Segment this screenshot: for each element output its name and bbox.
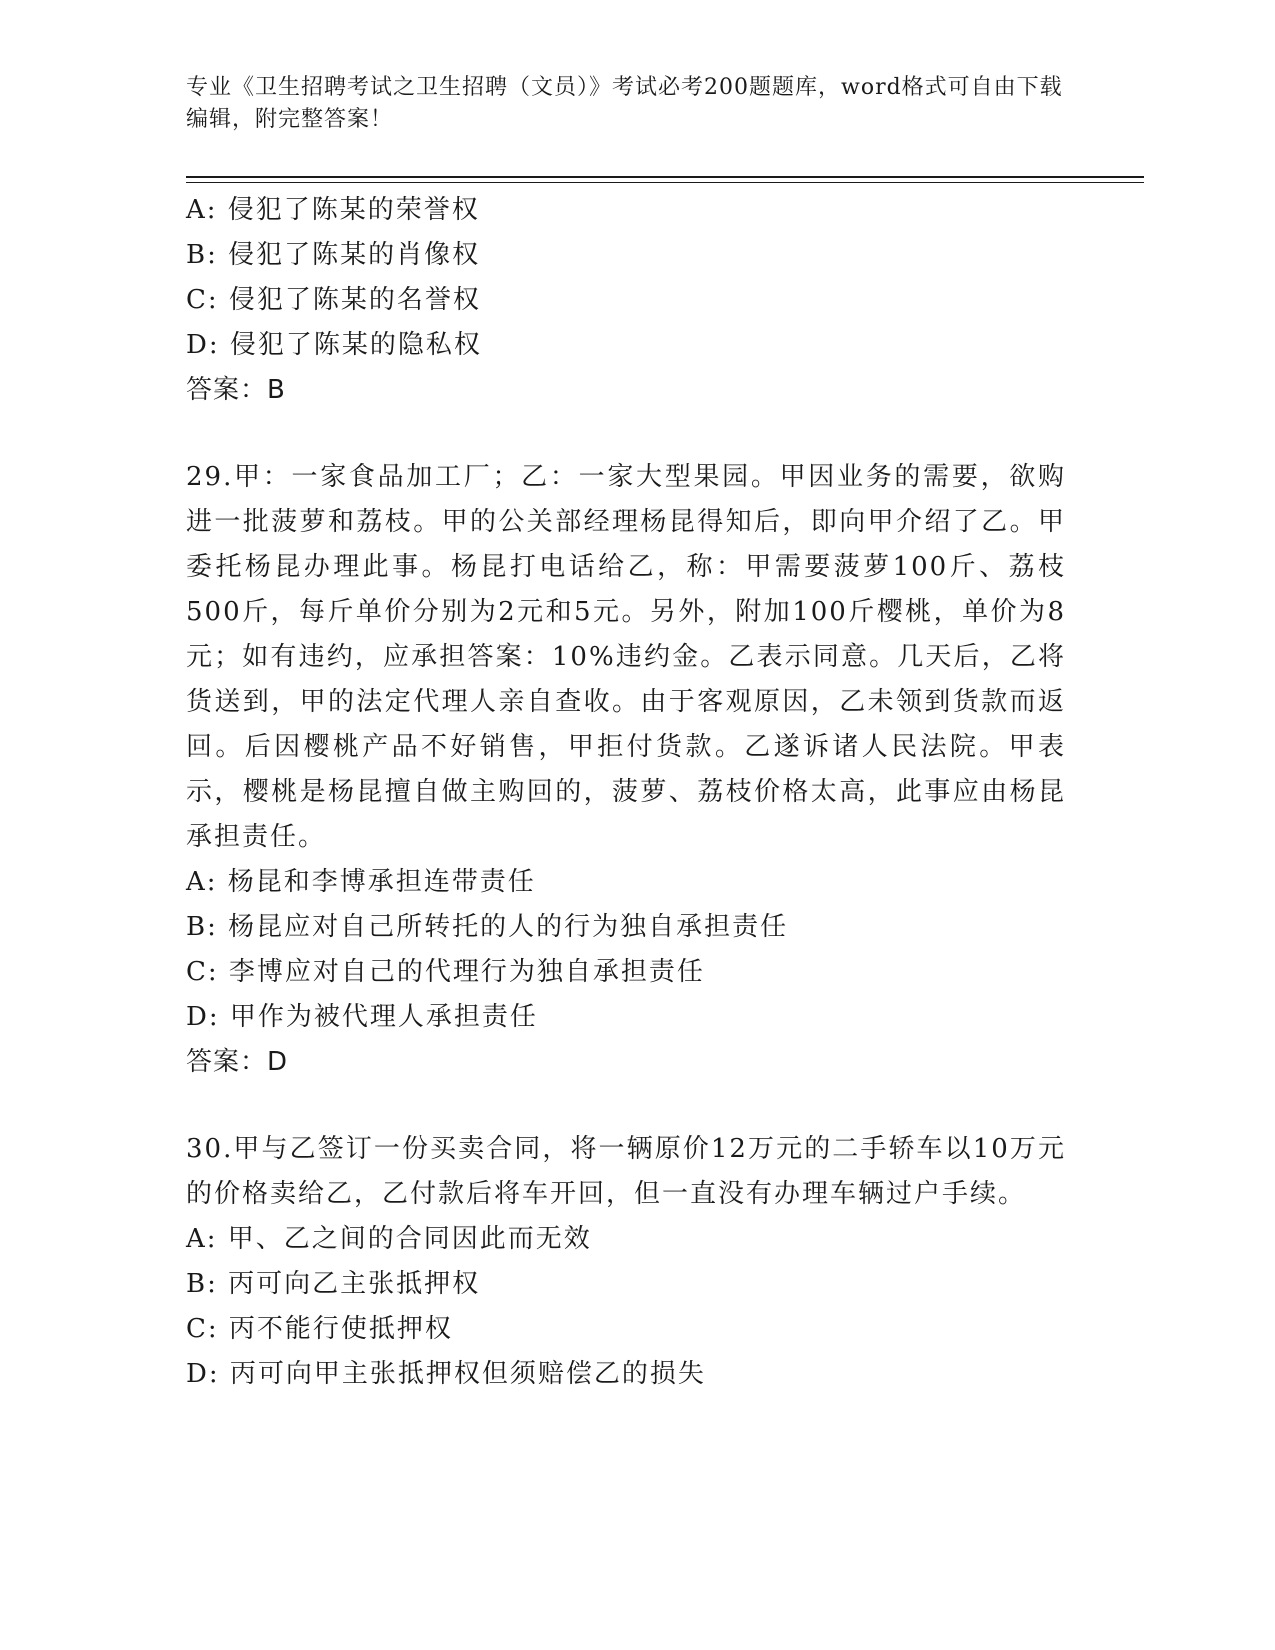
document-header: 专业《卫生招聘考试之卫生招聘（文员）》考试必考200题题库，word格式可自由下载编辑，附完整答案！ <box>186 75 1063 132</box>
question-28 <box>186 188 1066 413</box>
question-spacer <box>186 413 1066 455</box>
question-29 <box>186 455 1066 1085</box>
option-c: C: 侵犯了陈某的名誉权 <box>186 285 481 315</box>
question-stem: 30.甲与乙签订一份买卖合同，将一辆原价12万元的二手轿车以10万元的价格卖给乙，乙付款后将车开回，但一直没有办理车辆过户手续。 <box>186 1134 1066 1209</box>
question-stem: 29.甲：一家食品加工厂；乙：一家大型果园。甲因业务的需要，欲购进一批菠萝和荔枝。甲的公关部经理杨昆得知后，即向甲介绍了乙。甲委托杨昆办理此事。杨昆打电话给乙，称：甲需要菠萝100斤、荔枝500斤，每斤单价分别为2元和5元。另外，附加100斤樱桃，单价为8元；如有违约，应承担答案：10%违约金。乙表示同意。几天后，乙将货送到，甲的法定代理人亲自查收。由于客观原因，乙未领到货款而返回。后因樱桃产品不好销售，甲拒付货款。乙遂诉诸人民法院。甲表示，樱桃是杨昆擅自做主购回的，菠萝、荔枝价格太高，此事应由杨昆承担责任。 <box>186 462 1066 852</box>
option-d: D: 侵犯了陈某的隐私权 <box>186 330 482 360</box>
option-b: B: 侵犯了陈某的肖像权 <box>186 240 481 270</box>
option-d: D: 甲作为被代理人承担责任 <box>186 1002 538 1032</box>
option-b: B: 杨昆应对自己所转托的人的行为独自承担责任 <box>186 912 789 942</box>
question-30 <box>186 1127 1066 1397</box>
question-content <box>186 188 1066 1397</box>
option-a: A: 甲、乙之间的合同因此而无效 <box>186 1224 592 1254</box>
question-spacer <box>186 1085 1066 1127</box>
option-b: B: 丙可向乙主张抵押权 <box>186 1269 481 1299</box>
answer-line: 答案：D <box>186 1047 289 1077</box>
option-a: A: 杨昆和李博承担连带责任 <box>186 867 536 897</box>
answer-line: 答案：B <box>186 375 286 405</box>
header-divider-thin <box>186 182 1144 183</box>
option-a: A: 侵犯了陈某的荣誉权 <box>186 195 480 225</box>
header-divider-thick <box>186 176 1144 178</box>
option-c: C: 丙不能行使抵押权 <box>186 1314 453 1344</box>
option-c: C: 李博应对自己的代理行为独自承担责任 <box>186 957 705 987</box>
option-d: D: 丙可向甲主张抵押权但须赔偿乙的损失 <box>186 1359 706 1389</box>
